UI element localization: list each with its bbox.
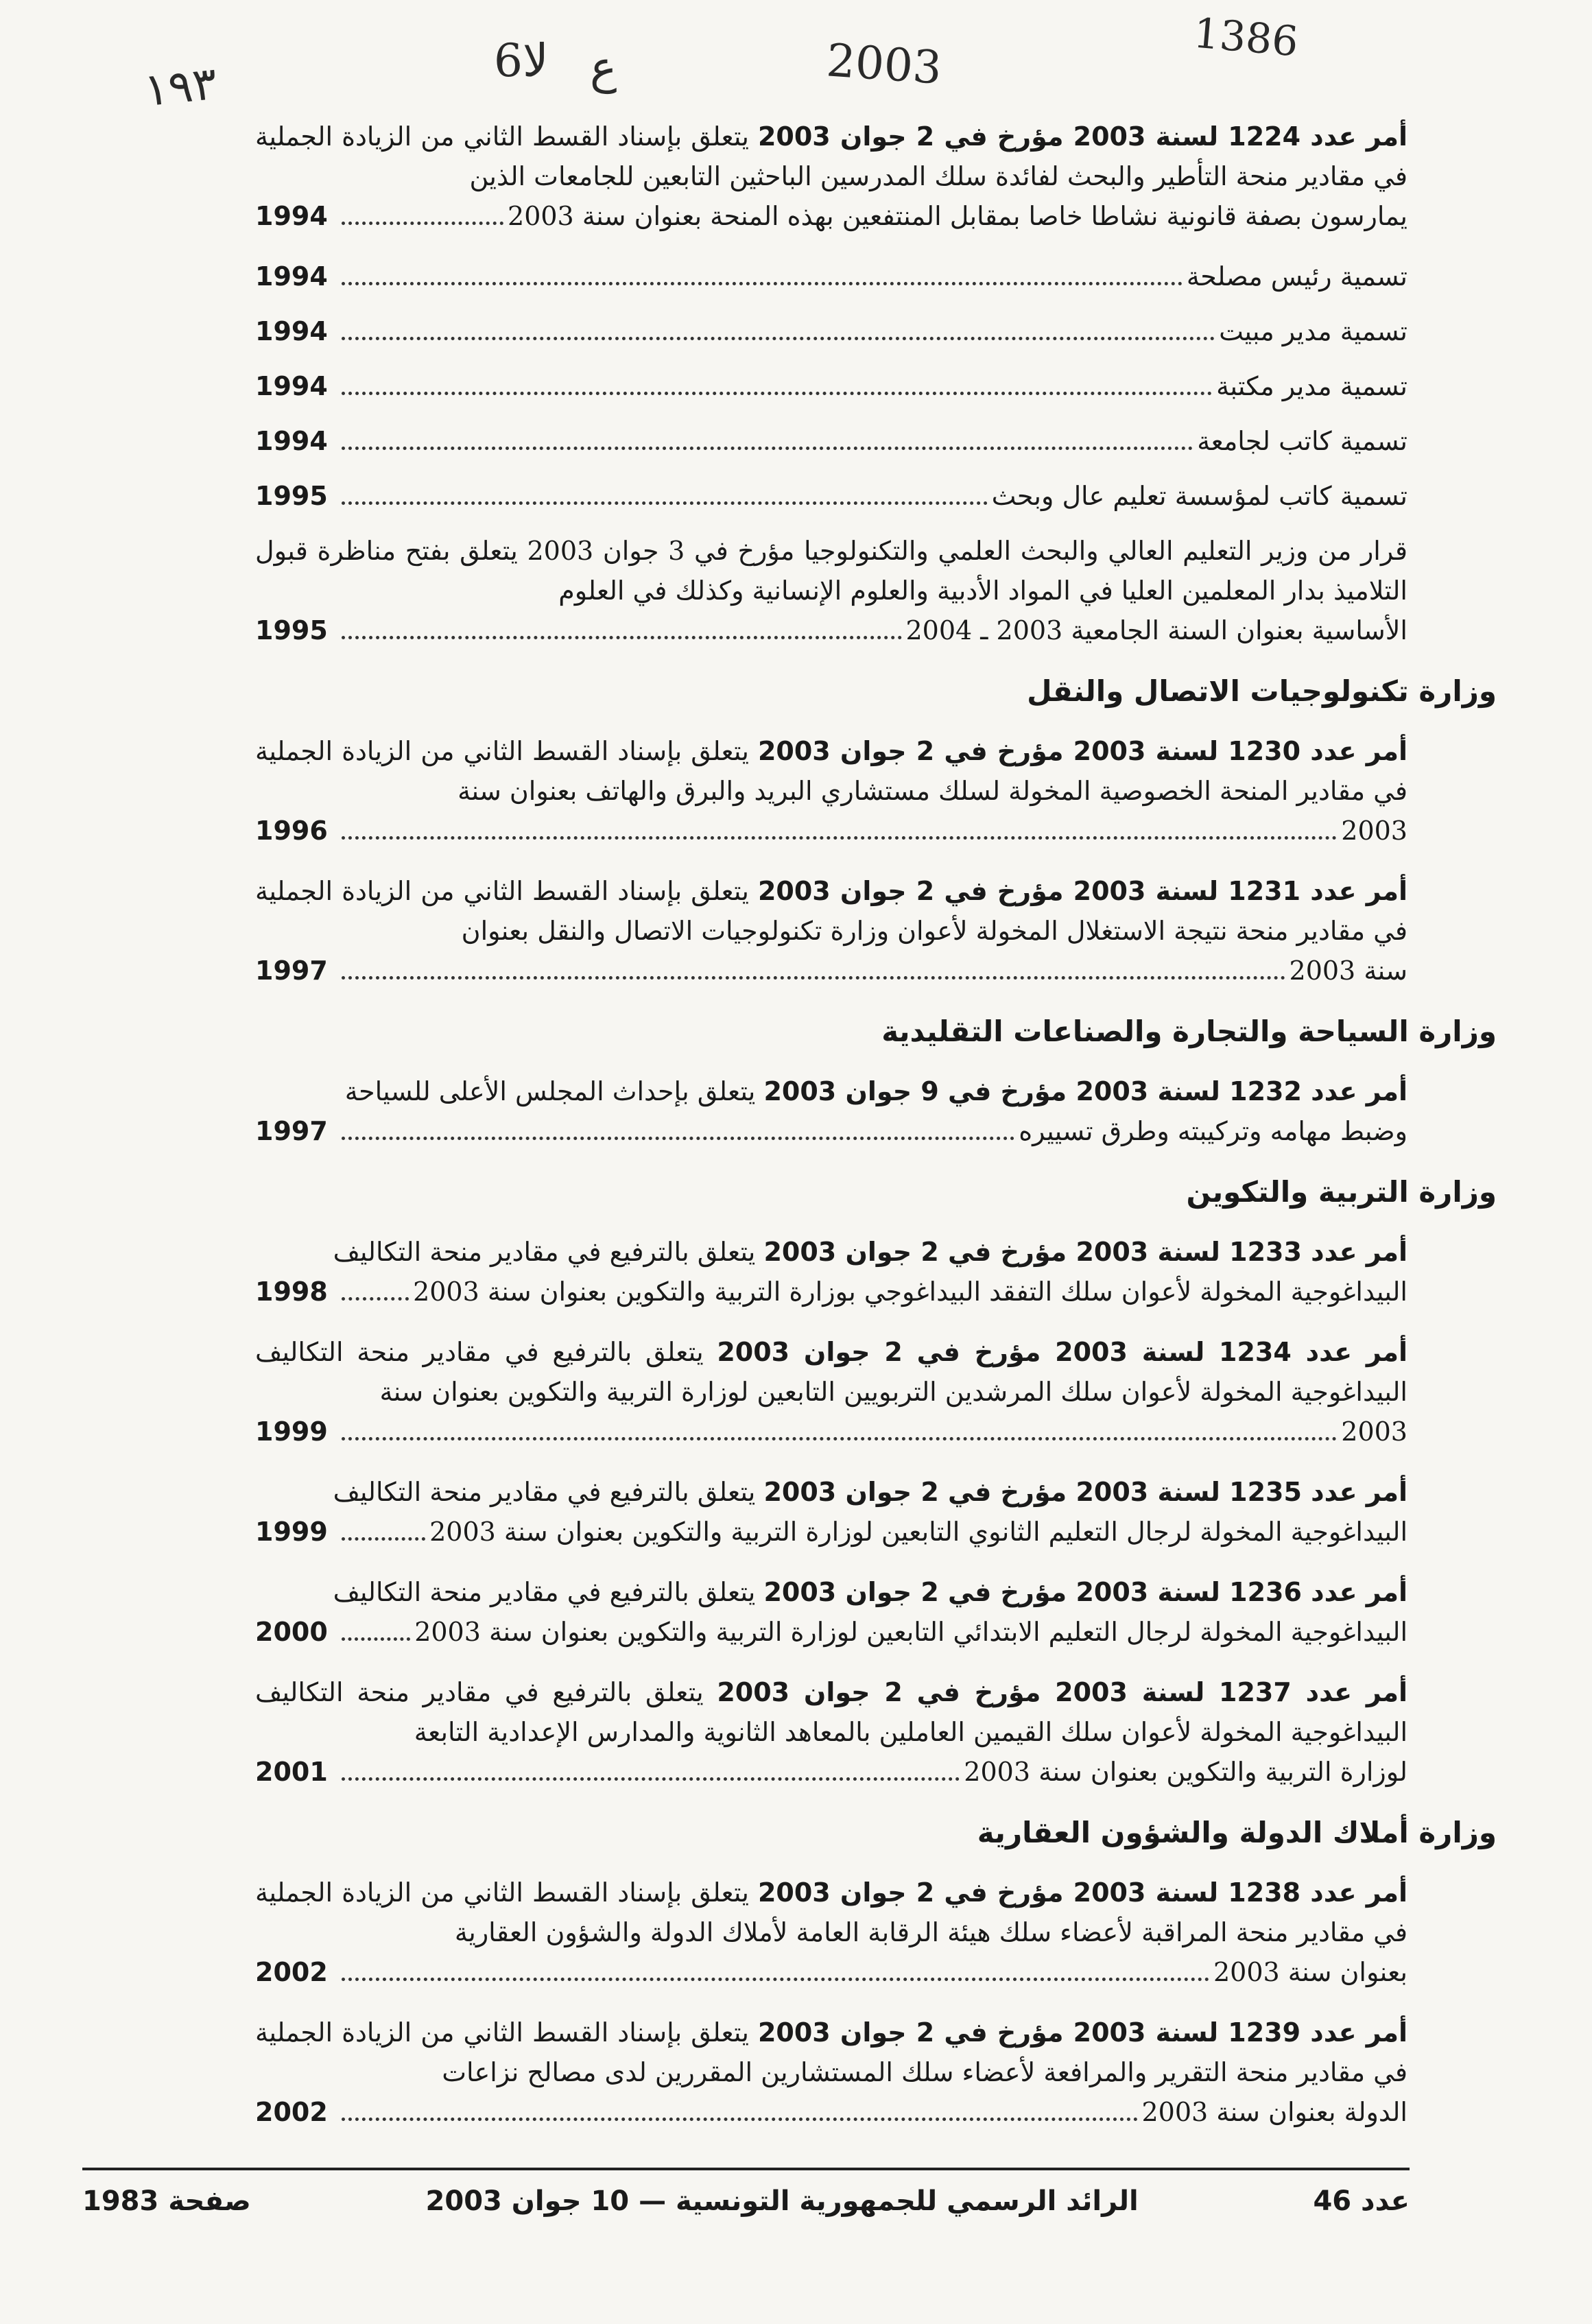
entry-page-number: 1997 — [255, 1116, 328, 1146]
entry-last-text: الدولة بعنوان سنة 2003 — [1141, 2097, 1407, 2127]
table-of-contents — [255, 117, 1497, 2153]
handwritten-note-year: 2003 — [824, 34, 944, 95]
ministry-heading: وزارة أملاك الدولة والشؤون العقارية — [977, 1816, 1497, 1849]
dot-leader — [342, 392, 1212, 395]
entry-last-text: الأساسية بعنوان السنة الجامعية 2003 ـ 2004 — [905, 615, 1407, 645]
toc-entry — [255, 1232, 1407, 1312]
handwritten-note-left: ١٩٣ — [141, 56, 220, 117]
entry-text — [255, 1572, 1407, 1612]
entry-last-text: يمارسون بصفة قانونية نشاطا خاصا بمقابل المنتفعين بهذه المنحة بعنوان سنة 2003 — [508, 201, 1407, 231]
entry-last-line — [255, 1612, 1407, 1652]
entry-body: يتعلق بإسناد القسط الثاني من الزيادة الجملية في مقادير منحة التأطير والبحث لفائدة سلك المدرسين الباحثين التابعين للجامعات الذين — [255, 121, 1407, 191]
entry-lead: أمر عدد 1236 لسنة 2003 مؤرخ في 2 جوان 2003 — [763, 1577, 1407, 1607]
footer-issue-number: عدد 46 — [1313, 2185, 1410, 2217]
entry-last-line — [255, 610, 1407, 650]
handwritten-note-mid-1: لا6 — [494, 34, 549, 87]
entry-page-number: 1994 — [255, 426, 328, 456]
ministry-heading: وزارة التربية والتكوين — [1186, 1175, 1497, 1209]
entry-page-number: 1994 — [255, 371, 328, 401]
entry-body: يتعلق بإحداث المجلس الأعلى للسياحة — [344, 1076, 764, 1106]
entry-last-line — [255, 1272, 1407, 1312]
entry-page-number: 1994 — [255, 201, 328, 231]
entry-last-text: سنة 2003 — [1289, 956, 1407, 986]
entry-lead: أمر عدد 1230 لسنة 2003 مؤرخ في 2 جوان 2003 — [757, 736, 1407, 766]
entry-page-number: 1994 — [255, 316, 328, 346]
entry-text — [255, 1071, 1407, 1111]
entry-page-number: 2000 — [255, 1617, 328, 1647]
toc-entry — [255, 1071, 1407, 1151]
toc-entry — [255, 531, 1407, 650]
toc-entry — [255, 871, 1407, 991]
entry-last-line — [255, 811, 1407, 851]
entry-body: يتعلق بإسناد القسط الثاني من الزيادة الجملية في مقادير منحة المراقبة لأعضاء سلك هيئة الرقابة العامة لأملاك الدولة والشؤون العقارية — [255, 1877, 1407, 1947]
footer-journal-title: الرائد الرسمي للجمهورية التونسية — 10 جوان 2003 — [425, 2185, 1139, 2217]
toc-entry — [255, 2013, 1407, 2132]
toc-entry — [255, 1873, 1407, 1992]
entry-body: قرار من وزير التعليم العالي والبحث العلمي والتكنولوجيا مؤرخ في 3 جوان 2003 يتعلق بفتح مناظرة قبول التلاميذ بدار المعلمين العليا في المواد الأدبية والعلوم الإنسانية وكذلك في العلوم — [255, 536, 1407, 606]
toc-entry-single — [255, 257, 1407, 296]
dot-leader — [342, 1777, 960, 1781]
entry-title: تسمية كاتب لمؤسسة تعليم عال وبحث — [991, 481, 1407, 511]
dot-leader — [342, 282, 1183, 285]
handwritten-note-right: 1386 — [1191, 9, 1300, 67]
entry-text — [255, 1873, 1407, 1952]
entry-title: تسمية مدير مبيت — [1219, 316, 1407, 346]
entry-title: تسمية كاتب لجامعة — [1197, 426, 1407, 456]
entry-page-number: 1996 — [255, 816, 328, 846]
toc-entry — [255, 1472, 1407, 1552]
entry-body: يتعلق بالترفيع في مقادير منحة التكاليف — [333, 1477, 764, 1507]
entry-text — [255, 731, 1407, 811]
dot-leader — [342, 1437, 1337, 1440]
entry-last-text: البيداغوجية المخولة لرجال التعليم الثانوي التابعين لوزارة التربية والتكوين بعنوان سنة 2003 — [429, 1517, 1407, 1547]
entry-lead: أمر عدد 1231 لسنة 2003 مؤرخ في 2 جوان 2003 — [757, 876, 1407, 906]
entry-lead: أمر عدد 1233 لسنة 2003 مؤرخ في 2 جوان 2003 — [763, 1237, 1407, 1267]
entry-last-text: بعنوان سنة 2003 — [1213, 1957, 1407, 1987]
entry-title: تسمية رئيس مصلحة — [1186, 261, 1407, 292]
dot-leader — [342, 1637, 410, 1641]
dot-leader — [342, 447, 1193, 450]
toc-entry-single — [255, 421, 1407, 461]
entry-page-number: 1994 — [255, 261, 328, 292]
entry-body: يتعلق بالترفيع في مقادير منحة التكاليف البيداغوجية المخولة لأعوان سلك القيمين العاملين بالمعاهد الثانوية والمدارس الإعدادية التابعة — [255, 1677, 1407, 1747]
entry-text — [255, 117, 1407, 196]
toc-entry-single — [255, 476, 1407, 516]
entry-text — [255, 531, 1407, 610]
toc-entry — [255, 1672, 1407, 1792]
toc-entry — [255, 1332, 1407, 1451]
entry-page-number: 1997 — [255, 956, 328, 986]
entry-text — [255, 871, 1407, 951]
toc-entry-single — [255, 366, 1407, 406]
entry-body: يتعلق بالترفيع في مقادير منحة التكاليف — [333, 1577, 764, 1607]
entry-text — [255, 1472, 1407, 1512]
dot-leader — [342, 1537, 425, 1541]
entry-page-number: 2002 — [255, 1957, 328, 1987]
entry-page-number: 1995 — [255, 615, 328, 645]
entry-lead: أمر عدد 1224 لسنة 2003 مؤرخ في 2 جوان 2003 — [757, 121, 1407, 152]
dot-leader — [342, 337, 1215, 340]
entry-body: يتعلق بالترفيع في مقادير منحة التكاليف — [333, 1237, 764, 1267]
dot-leader — [342, 976, 1285, 980]
entry-last-line — [255, 196, 1407, 236]
ministry-heading: وزارة السياحة والتجارة والصناعات التقليدية — [881, 1015, 1497, 1048]
dot-leader — [342, 1297, 409, 1301]
entry-last-line — [255, 1111, 1407, 1151]
toc-entry — [255, 117, 1407, 236]
entry-title: تسمية مدير مكتبة — [1216, 371, 1407, 401]
footer-page-number: صفحة 1983 — [82, 2185, 251, 2217]
toc-entry-single — [255, 311, 1407, 351]
entry-last-text: البيداغوجية المخولة لأعوان سلك التفقد البيداغوجي بوزارة التربية والتكوين بعنوان سنة 2003 — [413, 1277, 1407, 1307]
entry-text — [255, 1232, 1407, 1272]
dot-leader — [342, 1978, 1209, 1981]
page-footer — [82, 2168, 1410, 2217]
entry-text — [255, 1672, 1407, 1752]
entry-last-text: لوزارة التربية والتكوين بعنوان سنة 2003 — [964, 1757, 1407, 1787]
entry-page-number: 2001 — [255, 1757, 328, 1787]
entry-lead: أمر عدد 1232 لسنة 2003 مؤرخ في 9 جوان 2003 — [763, 1076, 1407, 1106]
entry-last-text: 2003 — [1341, 816, 1407, 846]
dot-leader — [342, 636, 902, 639]
entry-body: يتعلق بإسناد القسط الثاني من الزيادة الجملية في مقادير منحة نتيجة الاستغلال المخولة لأعوان وزارة تكنولوجيات الاتصال والنقل بعنوان — [255, 876, 1407, 946]
entry-lead: أمر عدد 1239 لسنة 2003 مؤرخ في 2 جوان 2003 — [757, 2017, 1407, 2048]
entry-last-line — [255, 2092, 1407, 2132]
entry-page-number: 1999 — [255, 1517, 328, 1547]
entry-page-number: 1998 — [255, 1277, 328, 1307]
entry-body: يتعلق بإسناد القسط الثاني من الزيادة الجملية في مقادير منحة التقرير والمرافعة لأعضاء سلك المستشارين المقررين لدى مصالح نزاعات — [255, 2017, 1407, 2087]
entry-last-text: البيداغوجية المخولة لرجال التعليم الابتدائي التابعين لوزارة التربية والتكوين بعنوان سنة 2003 — [414, 1617, 1407, 1647]
entry-lead: أمر عدد 1235 لسنة 2003 مؤرخ في 2 جوان 2003 — [763, 1477, 1407, 1507]
entry-last-line — [255, 1512, 1407, 1552]
toc-entry — [255, 731, 1407, 851]
entry-last-line — [255, 951, 1407, 991]
ministry-heading: وزارة تكنولوجيات الاتصال والنقل — [1027, 674, 1497, 708]
entry-lead: أمر عدد 1238 لسنة 2003 مؤرخ في 2 جوان 2003 — [757, 1877, 1407, 1908]
entry-text — [255, 1332, 1407, 1412]
entry-page-number: 1995 — [255, 481, 328, 511]
dot-leader — [342, 501, 988, 505]
handwritten-note-mid-2: ع — [590, 41, 617, 94]
entry-last-text: وضبط مهامه وتركيبته وطرق تسييره — [1019, 1116, 1407, 1146]
dot-leader — [342, 1137, 1014, 1140]
entry-page-number: 1999 — [255, 1416, 328, 1447]
entry-lead: أمر عدد 1237 لسنة 2003 مؤرخ في 2 جوان 2003 — [717, 1677, 1408, 1707]
dot-leader — [342, 836, 1337, 840]
toc-entry — [255, 1572, 1407, 1652]
dot-leader — [342, 2118, 1138, 2121]
entry-last-line — [255, 1952, 1407, 1992]
entry-text — [255, 2013, 1407, 2092]
entry-lead: أمر عدد 1234 لسنة 2003 مؤرخ في 2 جوان 2003 — [717, 1337, 1408, 1367]
entry-body: يتعلق بالترفيع في مقادير منحة التكاليف البيداغوجية المخولة لأعوان سلك المرشدين التربويين التابعين لوزارة التربية والتكوين بعنوان سنة — [255, 1337, 1407, 1407]
entry-last-line — [255, 1752, 1407, 1792]
entry-body: يتعلق بإسناد القسط الثاني من الزيادة الجملية في مقادير المنحة الخصوصية المخولة لسلك مستشاري البريد والبرق والهاتف بعنوان سنة — [255, 736, 1407, 806]
entry-last-text: 2003 — [1341, 1416, 1407, 1447]
dot-leader — [342, 222, 503, 225]
entry-page-number: 2002 — [255, 2097, 328, 2127]
entry-last-line — [255, 1412, 1407, 1451]
